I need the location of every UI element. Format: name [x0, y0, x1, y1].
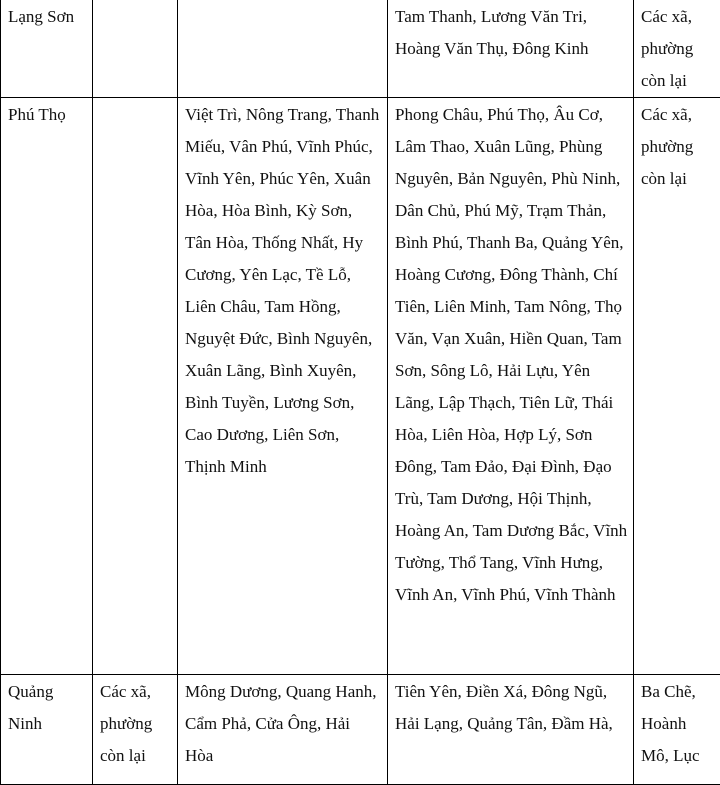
province-cell: [1, 98, 93, 675]
table-cell: [388, 0, 634, 98]
cell-text: Tam Thanh, Lương Văn Tri, Hoàng Văn Thụ, Đông Kinh: [395, 1, 628, 65]
province-cell: [1, 675, 93, 785]
table-row: [1, 675, 720, 785]
cell-text: Phong Châu, Phú Thọ, Âu Cơ, Lâm Thao, Xuân Lũng, Phùng Nguyên, Bản Nguyên, Phù Ninh, Dân Chủ, Phú Mỹ, Trạm Thản, Bình Phú, Thanh Ba, Quảng Yên, Hoàng Cương, Đông Thành, Chí Tiên, Liên Minh, Tam Nông, Thọ Văn, Vạn Xuân, Hiền Quan, Tam Sơn, Sông Lô, Hải Lựu, Yên Lãng, Lập Thạch, Tiên Lữ, Thái Hòa, Liên Hòa, Hợp Lý, Sơn Đông, Tam Đảo, Đại Đình, Đạo Trù, Tam Dương, Hội Thịnh, Hoàng An, Tam Dương Bắc, Vĩnh Tường, Thổ Tang, Vĩnh Hưng, Vĩnh An, Vĩnh Phú, Vĩnh Thành: [395, 99, 628, 611]
table-cell: [388, 675, 634, 785]
table-cell: [178, 98, 388, 675]
cell-text: Mông Dương, Quang Hanh, Cẩm Phả, Cửa Ông, Hải Hòa: [185, 676, 382, 772]
table-cell: [93, 98, 178, 675]
table-cell: [178, 0, 388, 98]
table-cell: [634, 98, 720, 675]
table-cell: [93, 0, 178, 98]
province-cell: [1, 0, 93, 98]
table-row: [1, 0, 720, 98]
cell-text: Các xã, phường còn lại: [100, 676, 172, 772]
table-cell: [178, 675, 388, 785]
table-cell: [93, 675, 178, 785]
province-name: Phú Thọ: [8, 99, 87, 131]
table-cell: [634, 0, 720, 98]
cell-text: Ba Chẽ, Hoành Mô, Lục: [641, 676, 715, 772]
cell-text: Các xã, phường còn lại: [641, 1, 715, 97]
province-name: Quảng Ninh: [8, 676, 87, 740]
cell-text: Các xã, phường còn lại: [641, 99, 715, 195]
table-cell: [634, 675, 720, 785]
province-name: Lạng Sơn: [8, 1, 87, 33]
table-row: [1, 98, 720, 675]
cell-text: Việt Trì, Nông Trang, Thanh Miếu, Vân Phú, Vĩnh Phúc, Vĩnh Yên, Phúc Yên, Xuân Hòa, Hòa Bình, Kỳ Sơn, Tân Hòa, Thống Nhất, Hy Cương, Yên Lạc, Tề Lỗ, Liên Châu, Tam Hồng, Nguyệt Đức, Bình Nguyên, Xuân Lãng, Bình Xuyên, Bình Tuyền, Lương Sơn, Cao Dương, Liên Sơn, Thịnh Minh: [185, 99, 382, 483]
table-cell: [388, 98, 634, 675]
cell-text: Tiên Yên, Điền Xá, Đông Ngũ, Hải Lạng, Quảng Tân, Đầm Hà,: [395, 676, 628, 740]
